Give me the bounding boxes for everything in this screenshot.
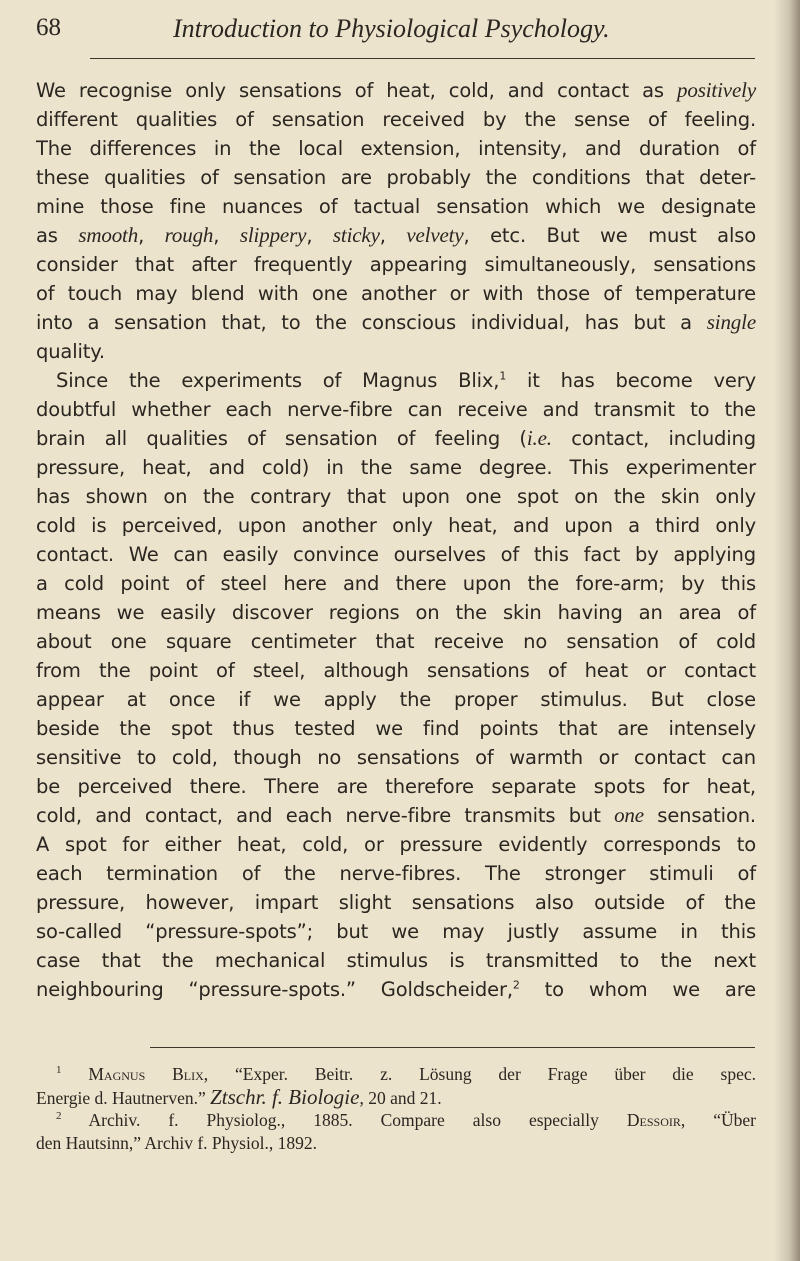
text-run: beside the spot thus tested we find points that are intensely [36,717,756,740]
body-line [36,975,756,1004]
text-run: den Hautsinn,” Archiv f. Physiol., 1892. [36,1133,317,1153]
text-run: contact, including [551,427,756,450]
text-run: means we easily discover regions on the skin having an area of [36,601,756,624]
text-run: mine those fine nuances of tactual sensation which we designate [36,195,756,218]
text-run: pressure, heat, and cold) in the same degree. This experimenter [36,456,756,479]
body-line [36,888,756,917]
text-run: , [379,224,407,247]
text-run: We recognise only sensations of heat, cold, and contact as [36,79,678,102]
footnote-line [36,1109,756,1132]
text-run: about one square centimeter that receive no sensation of cold [36,630,756,653]
text-run: Dessoir [626,1110,681,1130]
text-run: Magnus Blix [88,1064,204,1084]
footnote-marker: 2 [56,1110,62,1123]
body-line [36,76,756,105]
text-run: , “Über [680,1110,756,1130]
italic-text: single [706,310,756,334]
text-run: has shown on the contrary that upon one spot on the skin only [36,485,756,508]
text-run: brain all qualities of sensation of feeling ( [36,427,527,450]
body-line [36,453,756,482]
body-line [36,279,756,308]
body-line [36,714,756,743]
footnote-marker: 1 [56,1064,62,1077]
text-run: neighbouring “pressure-spots.” Goldscheider, [36,978,513,1001]
italic-text: smooth [78,223,139,247]
text-run: it has become very [506,369,756,392]
text-run: so-called “pressure-spots”; but we may justly assume in this [36,920,756,943]
text-run: pressure, however, impart slight sensations also outside of the [36,891,756,914]
body-text [36,76,756,1004]
body-line [36,772,756,801]
body-line [36,250,756,279]
text-run: a cold point of steel here and there upon the fore-arm; by this [36,572,756,595]
footnote-line [36,1086,756,1109]
body-line [36,830,756,859]
text-run: The differences in the local extension, intensity, and duration of [36,137,756,160]
footnote-line [36,1132,756,1155]
footnote-rule [150,1047,755,1048]
page-edge-shadow [774,0,800,1261]
text-run: , [306,224,333,247]
text-run: sensation. [643,804,756,827]
body-line [36,859,756,888]
text-run: contact. We can easily convince ourselves of this fact by applying [36,543,756,566]
body-line [36,192,756,221]
text-run: doubtful whether each nerve-fibre can receive and transmit to the [36,398,756,421]
text-run: cold, and contact, and each nerve-fibre transmits but [36,804,615,827]
body-line [36,743,756,772]
body-line [36,337,756,366]
text-run: appear at once if we apply the proper stimulus. But close [36,688,756,711]
italic-text: Ztschr. f. Biologie [210,1085,360,1109]
italic-text: slippery [239,223,307,247]
italic-text: one [614,803,644,827]
body-line [36,134,756,163]
page-header [36,14,756,50]
body-line [36,917,756,946]
body-line [36,511,756,540]
italic-text: rough [164,223,214,247]
text-run: Since the experiments of Magnus Blix, [56,369,500,392]
running-title: Introduction to Physiological Psychology. [173,14,610,43]
text-run: case that the mechanical stimulus is transmitted to the next [36,949,756,972]
text-run: be perceived there. There are therefore separate spots for heat, [36,775,756,798]
text-run: , [138,224,165,247]
body-line [36,105,756,134]
text-run: sensitive to cold, though no sensations of warmth or contact can [36,746,756,769]
text-run [62,1064,89,1084]
footnote-marker: 1 [499,369,507,383]
text-run: as [36,224,79,247]
text-run: A spot for either heat, cold, or pressure evidently corresponds to [36,833,756,856]
text-run: these qualities of sensation are probably the conditions that deter- [36,166,756,189]
body-line [36,482,756,511]
text-run: , “Exper. Beitr. z. Lösung der Frage über die spec. [203,1064,756,1084]
italic-text: positively [677,78,756,102]
footnotes [36,1063,756,1155]
body-line [36,946,756,975]
text-run: to whom we are [519,978,757,1001]
body-line [36,395,756,424]
italic-text: sticky [332,223,380,247]
text-run: each termination of the nerve-fibres. The stronger stimuli of [36,862,756,885]
text-run: from the point of steel, although sensations of heat or contact [36,659,756,682]
body-line [36,366,756,395]
text-run: cold is perceived, upon another only heat, and upon a third only [36,514,756,537]
text-run: , [213,224,240,247]
body-line [36,308,756,337]
text-run: , 20 and 21. [359,1088,442,1108]
footnote-marker: 2 [512,978,520,992]
italic-text: velvety [406,223,464,247]
body-line [36,221,756,250]
text-run: of touch may blend with one another or with those of temperature [36,282,756,305]
text-run: quality. [36,340,105,363]
text-run: Energie d. Hautnerven.” [36,1088,211,1108]
header-rule [90,58,755,59]
body-line [36,598,756,627]
body-line [36,656,756,685]
body-line [36,163,756,192]
italic-text: i.e. [526,426,552,450]
body-line [36,540,756,569]
text-run: consider that after frequently appearing simultaneously, sensations [36,253,756,276]
body-line [36,569,756,598]
body-line [36,627,756,656]
body-line [36,685,756,714]
text-run: into a sensation that, to the conscious individual, has but a [36,311,707,334]
text-run: Archiv. f. Physiolog., 1885. Compare also especially [61,1110,627,1130]
page-number: 68 [36,14,61,41]
body-line [36,801,756,830]
footnote-line [36,1063,756,1086]
body-line [36,424,756,453]
text-run: different qualities of sensation received by the sense of feeling. [36,108,756,131]
text-run: , etc. But we must also [463,224,756,247]
